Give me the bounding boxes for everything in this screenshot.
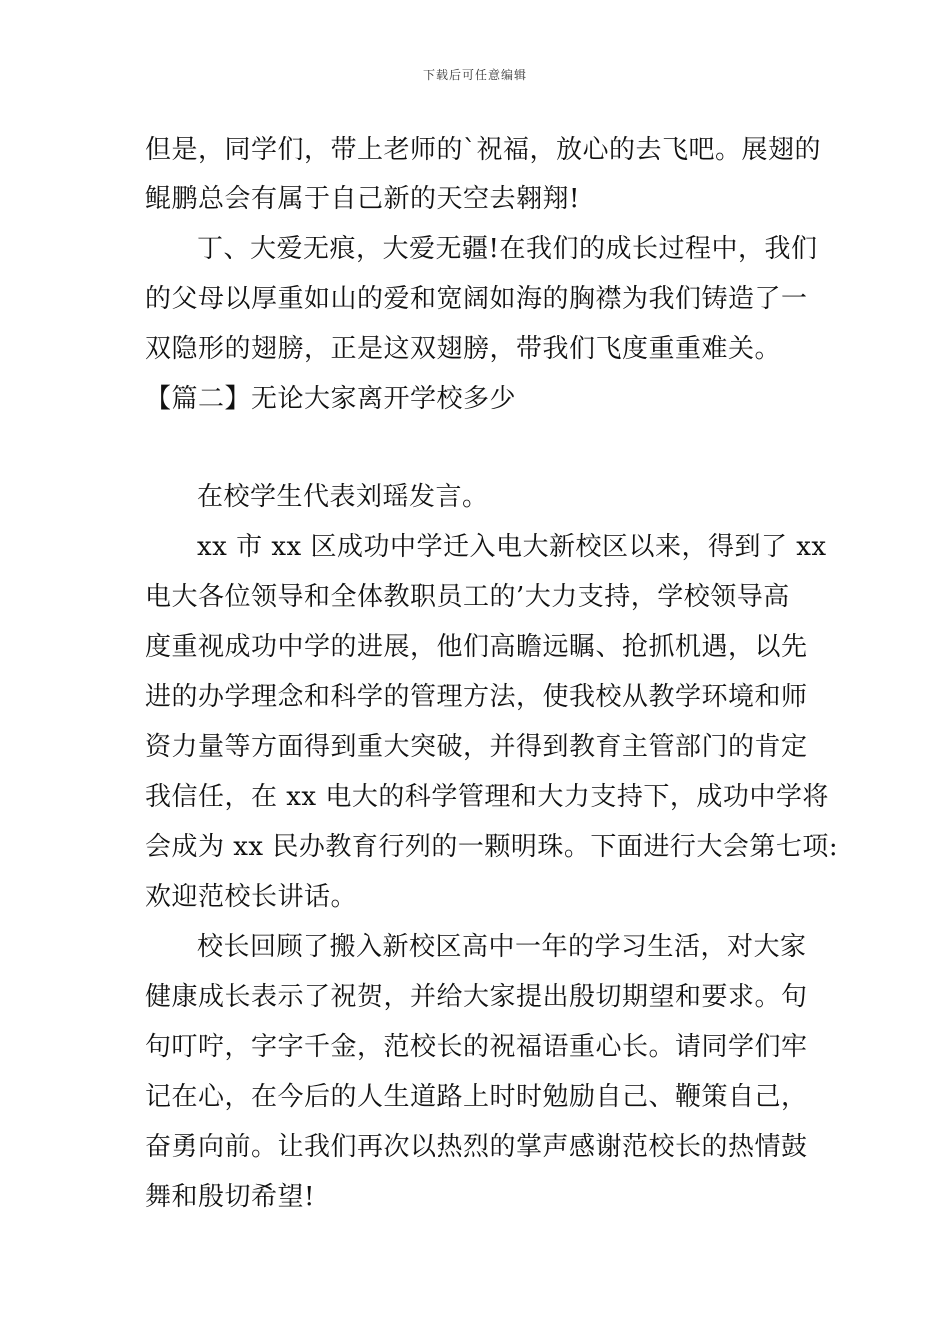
body-line: 资力量等方面得到重大突破，并得到教育主管部门的肯定 bbox=[145, 732, 808, 762]
body-line: 欢迎范校长讲话。 bbox=[145, 882, 358, 912]
body-line: 会成为 xx 民办教育行列的一颗明珠。下面进行大会第七项: bbox=[145, 832, 839, 862]
body-line: 在校学生代表刘瑶发言。 bbox=[197, 482, 489, 512]
body-line: 校长回顾了搬入新校区高中一年的学习生活，对大家 bbox=[197, 932, 807, 962]
body-line: 的父母以厚重如山的爱和宽阔如海的胸襟为我们铸造了一 bbox=[145, 284, 808, 314]
body-line: 丁、大爱无痕，大爱无疆!在我们的成长过程中，我们 bbox=[197, 234, 818, 264]
body-line: 鲲鹏总会有属于自己新的天空去翱翔! bbox=[145, 184, 580, 214]
body-line: 句叮咛，字字千金，范校长的祝福语重心长。请同学们牢 bbox=[145, 1032, 808, 1062]
body-line: 度重视成功中学的进展，他们高瞻远瞩、抢抓机遇，以先 bbox=[145, 632, 808, 662]
body-line: 舞和殷切希望! bbox=[145, 1182, 315, 1212]
body-line: 电大各位领导和全体教职员工的’大力支持，学校领导高 bbox=[145, 582, 790, 612]
body-line: 奋勇向前。让我们再次以热烈的掌声感谢范校长的热情鼓 bbox=[145, 1132, 808, 1162]
section-heading: 【篇二】无论大家离开学校多少 bbox=[145, 384, 517, 414]
body-line: 双隐形的翅膀，正是这双翅膀，带我们飞度重重难关。 bbox=[145, 334, 782, 364]
body-line: 进的办学理念和科学的管理方法，使我校从教学环境和师 bbox=[145, 682, 808, 712]
body-line: 健康成长表示了祝贺，并给大家提出殷切期望和要求。句 bbox=[145, 982, 808, 1012]
header-note: 下载后可任意编辑 bbox=[422, 68, 527, 82]
body-line: 我信任，在 xx 电大的科学管理和大力支持下，成功中学将 bbox=[145, 782, 829, 812]
body-line: 但是，同学们，带上老师的`祝福，放心的去飞吧。展翅的 bbox=[145, 135, 822, 165]
body-line: xx 市 xx 区成功中学迁入电大新校区以来，得到了 xx bbox=[197, 532, 827, 562]
body-line: 记在心，在今后的人生道路上时时勉励自己、鞭策自己， bbox=[145, 1082, 808, 1112]
